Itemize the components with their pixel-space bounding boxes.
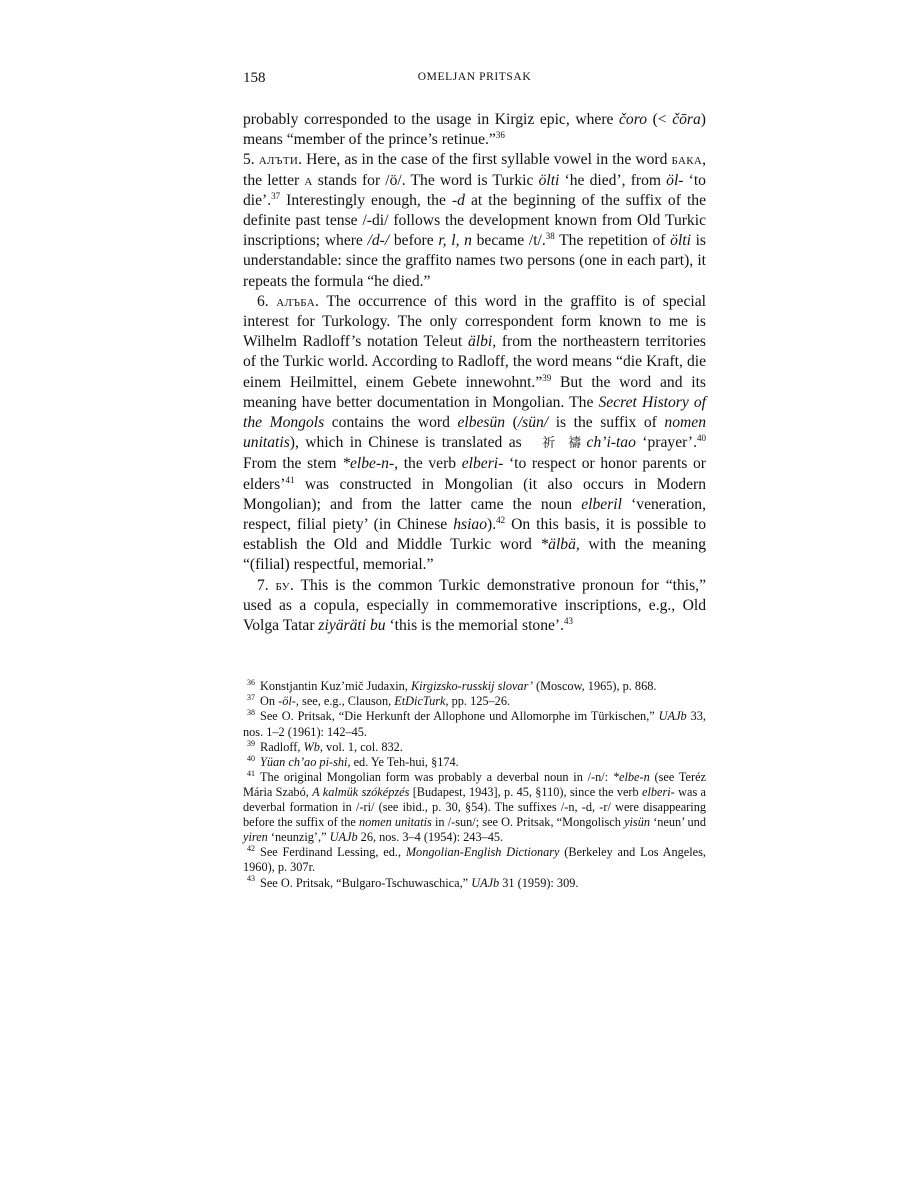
footnote-38: $^{38}$ See O. Pritsak, “Die Herkunft der Allophone und Allomorphe im Türkischen,” UAJb 33, nos. 1–2 (1961): 142–45. xyxy=(243,708,706,739)
footnote-40: $^{40}$ Yüan ch’ao pi-shi, ed. Ye Teh-hui, §174. xyxy=(247,753,459,769)
page xyxy=(243,70,706,891)
paragraph-item-6: 6. алъба. The occurrence of this word in the graffito is of special interest for Turkology. The only correspondent form known to me is Wilhelm Radloff’s notation Teleut älbi, from the northeastern territories of the Turkic world. According to Radloff, the word means “die Kraft, die einem Heilmittel, einem Gebete innewohnt.”$^{39}$ But the word and its meaning have better documentation in Mongolian. The Secret History of the Mongols contains the word elbesün (/sün/ is the suffix of nomen unitatis), which in Chinese is translated as 祈 禱 ch’i-tao ‘prayer’.$^{40}$ From the stem *elbe-n-, the verb elberi- ‘to respect or honor parents or elders’$^{41}$ was constructed in Mongolian (it also occurs in Modern Mongolian); and from the latter came the noun elberil ‘veneration, respect, filial piety’ (in Chinese hsiao).$^{42}$ On this basis, it is possible to establish the Old and Middle Turkic word *älbä, with the meaning “(filial) respectful, memorial.” xyxy=(243,292,707,574)
footnote-ref-39: 39 xyxy=(542,372,552,383)
cyrillic-word: бу xyxy=(275,576,290,594)
cyrillic-word: алъба xyxy=(276,292,315,310)
footnote-ref-43: 43 xyxy=(564,615,574,626)
footnote-ref-36: 36 xyxy=(495,130,505,141)
footnote-43: $^{43}$ See O. Pritsak, “Bulgaro-Tschuwaschica,” UAJb 31 (1959): 309. xyxy=(247,874,579,890)
cyrillic-word: алъти xyxy=(258,151,299,169)
footnote-39: $^{39}$ Radloff, Wb, vol. 1, col. 832. xyxy=(247,738,403,754)
page-number: 158 xyxy=(243,70,266,86)
paragraph-item-5: 5. алъти. Here, as in the case of the first syllable vowel in the word бака, the letter а stands for /ö/. The word is Turkic ölti ‘he died’, from öl- ‘to die’.$^{37}$ Interestingly enough, the -d at the beginning of the suffix of the definite past tense /-di/ follows the development known from Old Turkic inscriptions; where /d-/ before r, l, n became /t/.$^{38}$ The repetition of ölti is understandable: since the graffito names two persons (one in each part), it repeats the formula “he died.” xyxy=(243,151,707,290)
page-header xyxy=(243,70,706,94)
paragraph-item-7: 7. бу. This is the common Turkic demonstrative pronoun for “this,” used as a copula, especially in commemorative inscriptions, e.g., Old Volga Tatar ziyäräti bu ‘this is the memorial stone’.$^{43}$ xyxy=(243,576,707,635)
footnotes xyxy=(243,679,706,890)
paragraph-continuation: probably corresponded to the usage in Kirgiz epic, where čoro (< čōra) means “member of the prince’s retinue.”$^{36}$ xyxy=(243,111,706,149)
footnote-ref-42: 42 xyxy=(496,514,506,525)
chinese-character: 祈 xyxy=(542,436,556,452)
footnote-ref-41: 41 xyxy=(285,474,295,485)
footnote-ref-37: 37 xyxy=(271,190,281,201)
footnote-ref-40: 40 xyxy=(697,433,706,444)
footnote-36: $^{36}$ Konstjantin Kuz’mič Judaxin, Kirgizsko-russkij slovar’ (Moscow, 1965), p. 868. xyxy=(247,678,657,694)
footnote-ref-38: 38 xyxy=(545,231,555,242)
footnote-42: $^{42}$ See Ferdinand Lessing, ed., Mongolian-English Dictionary (Berkeley and Los Angeles, 1960), p. 307r. xyxy=(243,844,706,875)
footnote-37: $^{37}$ On -öl-, see, e.g., Clauson, EtDicTurk, pp. 125–26. xyxy=(247,693,511,709)
footnote-41: $^{41}$ The original Mongolian form was probably a deverbal noun in /-n/: *elbe-n (see Teréz Mária Szabó, A kalmük szóképzés [Budapest, 1943], p. 45, §110), since the verb elberi- was a deverbal formation in /-ri/ (see ibid., p. 30, §54). The suffixes /-n, -d, -r/ were disappearing before the suffix of the nomen unitatis in /-sun/; see O. Pritsak, “Mongolisch yisün ‘neun’ und yiren ‘neunzig’,” UAJb 26, nos. 3–4 (1954): 243–45. xyxy=(243,768,707,845)
body-text xyxy=(243,110,706,636)
running-head: OMELJAN PRITSAK xyxy=(417,71,532,83)
chinese-character: 禱 xyxy=(568,436,582,452)
